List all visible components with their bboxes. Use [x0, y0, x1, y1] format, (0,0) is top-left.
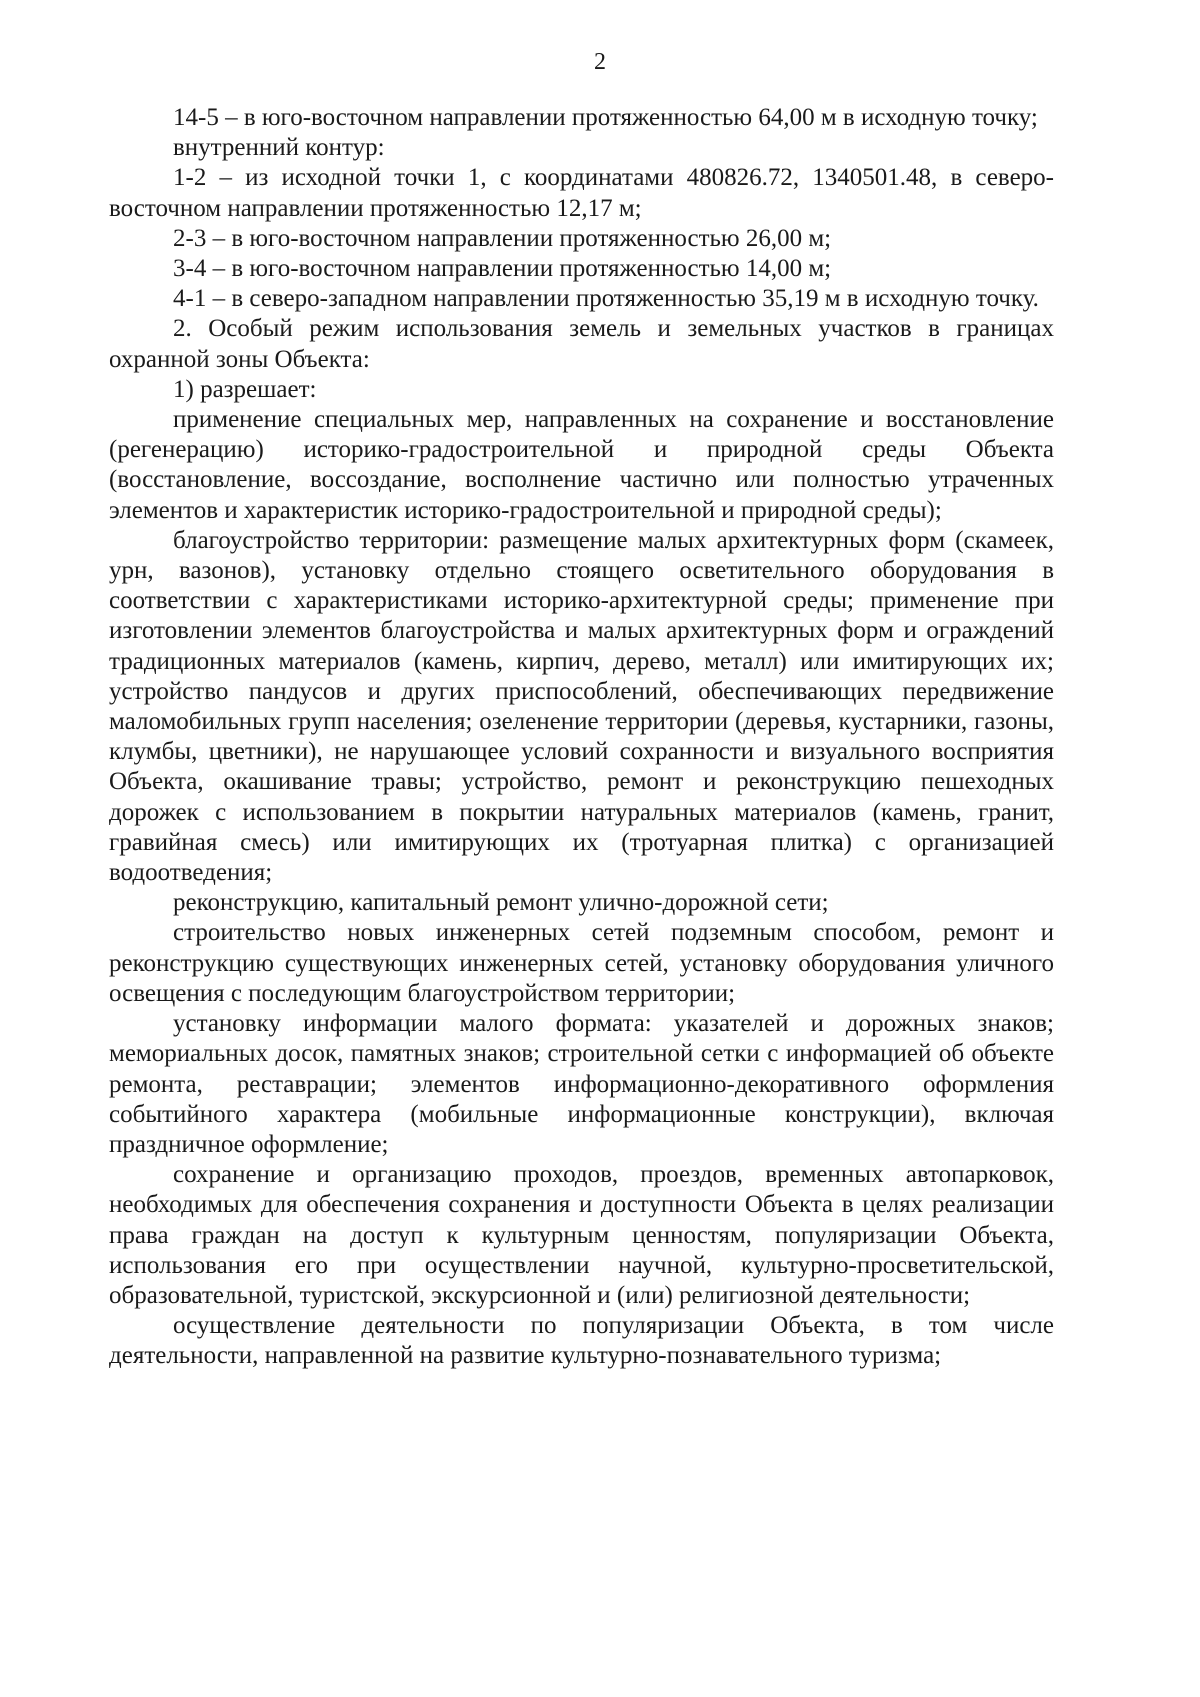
paragraph-popularization: осуществление деятельности по популяризации Объекта, в том числе деятельности, направленной на развитие культурно-познавательного туризма; [109, 1312, 1054, 1370]
paragraph-inner-segment-1-2: 1-2 – из исходной точки 1, с координатами 480826.72, 1340501.48, в северо-восточном направлении протяженностью 12,17 м; [109, 164, 1054, 222]
paragraph-road-reconstruction: реконструкцию, капитальный ремонт улично-дорожной сети; [173, 889, 829, 917]
paragraph-passages-and-parking: сохранение и организацию проходов, проездов, временных автопарковок, необходимых для обеспечения сохранения и доступности Объекта в целях реализации права граждан на доступ к культурным ценностям, популяризации Объекта, использования его при осуществлении научной, культурно-просветительской, образовательной, туристской, экскурсионной и (или) религиозной деятельности; [109, 1161, 1054, 1309]
paragraph-special-measures: применение специальных мер, направленных на сохранение и восстановление (регенерацию) историко-градостроительной и природной среды Объекта (восстановление, воссоздание, восполнение частично или полностью утраченных элементов и характеристик историко-градостроительной и природной среды); [109, 406, 1054, 524]
paragraph-item-1-permits: 1) разрешает: [173, 375, 317, 403]
page-number: 2 [594, 49, 606, 75]
paragraph-engineering-networks: строительство новых инженерных сетей подземным способом, ремонт и реконструкцию существующих инженерных сетей, установку оборудования уличного освещения с последующим благоустройством территории; [109, 919, 1054, 1007]
paragraph-inner-contour-heading: внутренний контур: [173, 134, 385, 162]
paragraph-landscaping: благоустройство территории: размещение малых архитектурных форм (скамеек, урн, вазонов), установку отдельно стоящего осветительного оборудования в соответствии с характеристиками историко-архитектурной среды; применение при изготовлении элементов благоустройства и малых архитектурных форм и ограждений традиционных материалов (камень, кирпич, дерево, металл) или имитирующих их; устройство пандусов и других приспособлений, обеспечивающих передвижение маломобильных групп населения; озеленение территории (деревья, кустарники, газоны, клумбы, цветники), не нарушающее условий сохранности и визуального восприятия Объекта, окашивание травы; устройство, ремонт и реконструкцию пешеходных дорожек с использованием в покрытии натуральных материалов (камень, гранит, гравийная смесь) или имитирующих их (тротуарная плитка) с организацией водоотведения; [109, 526, 1054, 887]
paragraph-contour-segment-14-5: 14-5 – в юго-восточном направлении протяженностью 64,00 м в исходную точку; [173, 104, 1038, 131]
paragraph-section-2-heading: 2. Особый режим использования земель и земельных участков в границах охранной зоны Объекта: [109, 315, 1054, 373]
paragraph-small-format-information: установку информации малого формата: указателей и дорожных знаков; мемориальных досок, памятных знаков; строительной сетки с информацией об объекте ремонта, реставрации; элементов информационно-декоративного оформления событийного характера (мобильные информационные конструкции), включая праздничное оформление; [109, 1010, 1054, 1158]
paragraph-inner-segment-3-4: 3-4 – в юго-восточном направлении протяженностью 14,00 м; [173, 255, 832, 283]
document-body [109, 103, 1054, 1372]
paragraph-inner-segment-4-1: 4-1 – в северо-западном направлении протяженностью 35,19 м в исходную точку. [173, 285, 1039, 313]
paragraph-inner-segment-2-3: 2-3 – в юго-восточном направлении протяженностью 26,00 м; [173, 224, 832, 252]
